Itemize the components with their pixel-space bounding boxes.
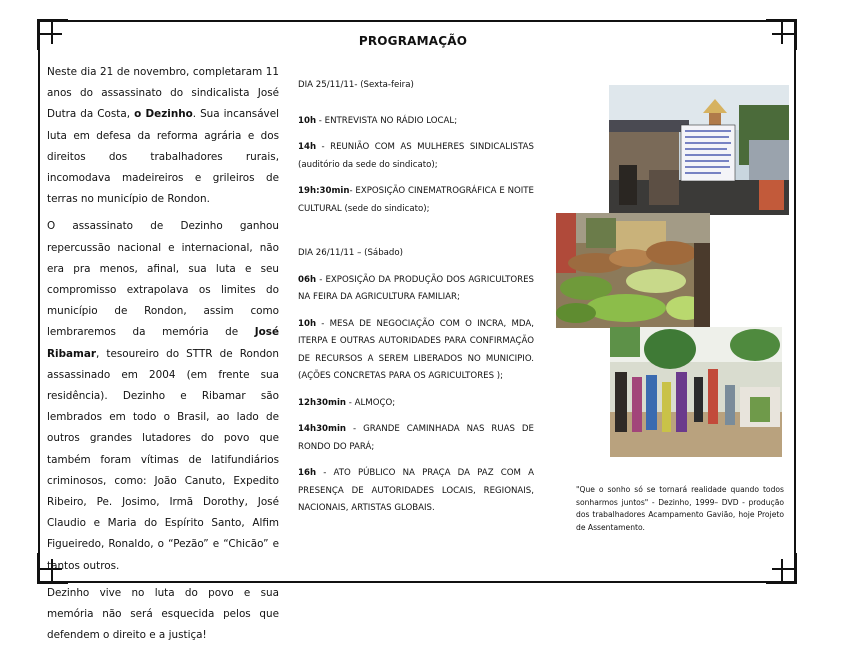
quote-caption: "Que o sonho só se tornará realidade quando todos sonharmos juntos" - Dezinho, 1999– DVD - produção dos trabalhadores Acampamento Gavião, hoje Projeto de Assentamento. [576,485,784,532]
schedule-column [298,77,534,518]
schedule-item: 10h - ENTREVISTA NO RÁDIO LOCAL; [298,115,458,126]
intro-paragraph-2: O assassinato de Dezinho ganhou repercussão nacional e internacional, não era pra menos, afinal, sua luta e seu compromisso extrapolava os limites do município de Rondon, assim como lembraremos da memória de José Ribamar, tesoureiro do STTR de Rondon assassinado em 2004 (em frente sua residência). Dezinho e Ribamar são lembrados em todo o Brasil, ao lado de outros grandes lutadores do povo que também foram vítimas de latifundiários criminosos, como: João Canuto, Expedito Ribeiro, Pe. Josimo, Irmã Dorothy, José Claudio e Maria do Espírito Santo, Alfim Figueiredo, Ronaldo, o “Pezão” e “Chicão” e tantos outros. [47,220,279,572]
schedule-item: 06h - EXPOSIÇÃO DA PRODUÇÃO DOS AGRICULTORES NA FEIRA DA AGRICULTURA FAMILIAR; [298,274,534,302]
schedule-item: 12h30min - ALMOÇO; [298,397,396,408]
schedule-day-heading: DIA 26/11/11 – (Sábado) [298,248,403,258]
corner-ornament-bottom-right [764,551,798,585]
intro-paragraph-1: Neste dia 21 de novembro, completaram 11 anos do assassinato do sindicalista José Dutra da Costa, o Dezinho. Sua incansável luta em defesa da reforma agrária e dos direitos dos trabalhadores rurais, incomodava madeireiros e grileiros de terras no município de Rondon. [47,66,279,206]
corner-ornament-top-right [764,18,798,52]
photo-protest-sign [609,85,789,215]
schedule-item: 14h - REUNIÃO COM AS MULHERES SINDICALISTAS (auditório da sede do sindicato); [298,142,534,170]
corner-ornament-top-left [36,18,70,52]
page-title: PROGRAMAÇÃO [358,34,468,48]
schedule-item: 10h - MESA DE NEGOCIAÇÃO COM O INCRA, MDA, ITERPA E OUTRAS AUTORIDADES PARA CONFIRMAÇÃO DE RECURSOS A SEREM LIBERADOS NO MUNICIPIO. (AÇÕES CONCRETAS PARA OS AGRICULTORES ); [298,318,534,381]
photo-street-crowd [610,327,782,457]
intro-text-column [47,62,279,652]
intro-paragraph-3: Dezinho vive no luta do povo e sua memória não será esquecida pelos que defendem o direito e a justiça! [47,586,279,642]
photo-vegetable-market [556,213,710,328]
schedule-day-heading: DIA 25/11/11- (Sexta-feira) [298,80,414,90]
schedule-item: 14h30min - GRANDE CAMINHADA NAS RUAS DE RONDO DO PARÁ; [298,424,534,452]
schedule-item: 16h - ATO PÚBLICO NA PRAÇA DA PAZ COM A PRESENÇA DE AUTORIDADES LOCAIS, REGIONAIS, NACIONAIS, ARTISTAS GLOBAIS. [298,468,534,513]
schedule-item: 19h:30min- EXPOSIÇÃO CINEMATROGRÁFICA E NOITE CULTURAL (sede do sindicato); [298,186,534,214]
